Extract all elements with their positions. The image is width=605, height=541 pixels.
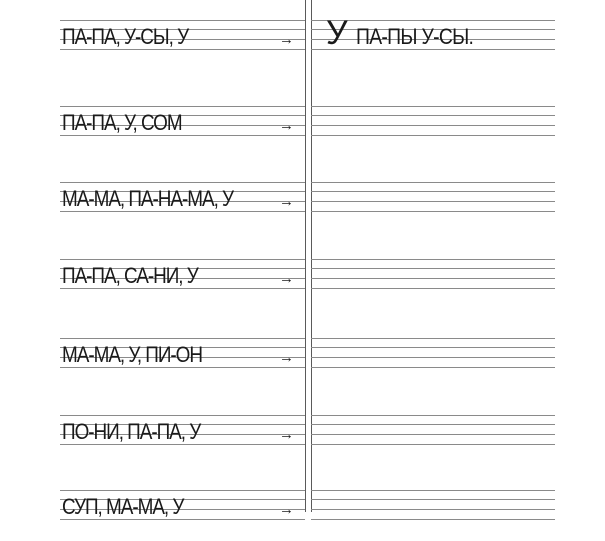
exercise-row xyxy=(0,0,605,56)
answer-text: ПА-ПЫ У-СЫ. xyxy=(355,24,473,49)
exercise-row xyxy=(0,86,605,142)
ruled-line xyxy=(60,211,305,212)
ruled-line xyxy=(311,338,555,339)
ruled-line xyxy=(311,201,555,202)
answer-ruled-lines xyxy=(311,470,555,526)
ruled-line xyxy=(311,367,555,368)
ruled-line xyxy=(311,415,555,416)
word-phrase: ПА-ПА, У, СОМ xyxy=(62,110,182,135)
answer-sentence[interactable] xyxy=(326,486,334,520)
ruled-line xyxy=(60,182,305,183)
word-phrase: МА-МА, ПА-НА-МА, У xyxy=(62,186,234,211)
word-phrase: ПА-ПА, СА-НИ, У xyxy=(62,263,198,288)
right-arrow-icon: → xyxy=(279,31,294,48)
ruled-line xyxy=(60,49,305,50)
word-phrase: ПО-НИ, ПА-ПА, У xyxy=(62,419,201,444)
ruled-line xyxy=(60,288,305,289)
ruled-line xyxy=(311,182,555,183)
ruled-line xyxy=(311,135,555,136)
ruled-line xyxy=(311,115,555,116)
ruled-line xyxy=(311,347,555,348)
right-arrow-icon: → xyxy=(279,193,294,210)
answer-sentence[interactable] xyxy=(326,178,334,212)
answer-sentence[interactable] xyxy=(326,16,489,50)
exercise-row xyxy=(0,470,605,526)
answer-ruled-lines xyxy=(311,162,555,218)
exercise-row xyxy=(0,395,605,451)
ruled-line xyxy=(311,211,555,212)
ruled-line xyxy=(60,490,305,491)
answer-sentence[interactable] xyxy=(326,411,334,445)
ruled-line xyxy=(311,125,555,126)
answer-sentence[interactable] xyxy=(326,255,334,289)
ruled-line xyxy=(60,259,305,260)
ruled-line xyxy=(60,338,305,339)
answer-ruled-lines xyxy=(311,239,555,295)
ruled-line xyxy=(60,415,305,416)
right-arrow-icon: → xyxy=(279,501,294,518)
answer-sentence[interactable] xyxy=(326,102,334,136)
exercise-row xyxy=(0,162,605,218)
ruled-line xyxy=(311,444,555,445)
answer-sentence[interactable] xyxy=(326,334,334,368)
ruled-line xyxy=(311,191,555,192)
ruled-line xyxy=(311,499,555,500)
ruled-line xyxy=(60,20,305,21)
ruled-line xyxy=(60,367,305,368)
ruled-line xyxy=(311,278,555,279)
right-arrow-icon: → xyxy=(279,270,294,287)
word-phrase: СУП, МА-МА, У xyxy=(62,494,184,519)
answer-ruled-lines xyxy=(311,86,555,142)
ruled-line xyxy=(311,106,555,107)
ruled-line xyxy=(311,509,555,510)
answer-capital-letter: У xyxy=(326,14,348,52)
exercise-row xyxy=(0,318,605,374)
word-phrase: ПА-ПА, У-СЫ, У xyxy=(62,24,189,49)
ruled-line xyxy=(311,288,555,289)
ruled-line xyxy=(60,135,305,136)
ruled-line xyxy=(311,424,555,425)
answer-ruled-lines xyxy=(311,395,555,451)
exercise-row xyxy=(0,239,605,295)
ruled-line xyxy=(311,434,555,435)
ruled-line xyxy=(60,106,305,107)
right-arrow-icon: → xyxy=(279,117,294,134)
word-phrase: МА-МА, У, ПИ-ОН xyxy=(62,342,202,367)
ruled-line xyxy=(311,490,555,491)
ruled-line xyxy=(311,268,555,269)
right-arrow-icon: → xyxy=(279,426,294,443)
ruled-line xyxy=(311,519,555,520)
answer-ruled-lines xyxy=(311,318,555,374)
ruled-line xyxy=(311,357,555,358)
ruled-line xyxy=(60,519,305,520)
ruled-line xyxy=(60,444,305,445)
ruled-line xyxy=(311,259,555,260)
right-arrow-icon: → xyxy=(279,349,294,366)
